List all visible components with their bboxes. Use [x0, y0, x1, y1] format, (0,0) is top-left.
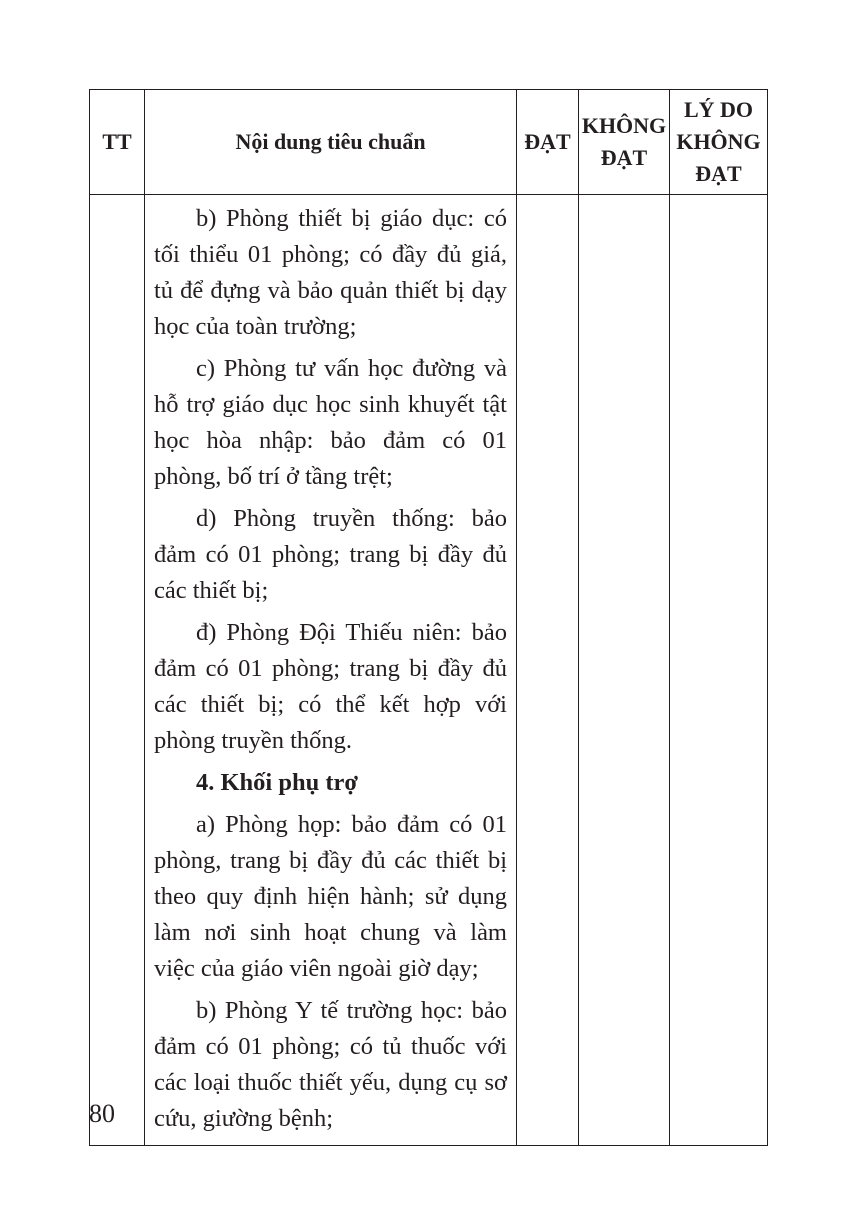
header-ly-do-line1: LÝ DO — [683, 97, 754, 122]
paragraph-tradition-room: d) Phòng truyền thống: bảo đảm có 01 phòng; trang bị đầy đủ các thiết bị; — [154, 505, 507, 604]
paragraph-youth-room: đ) Phòng Đội Thiếu niên: bảo đảm có 01 phòng; trang bị đầy đủ các thiết bị; có thể kết hợp với phòng truyền thống. — [154, 619, 507, 754]
header-tt: TT — [90, 90, 145, 195]
table-row — [90, 195, 768, 1146]
header-khong-dat-line2: ĐẠT — [600, 145, 648, 170]
header-dat: ĐẠT — [517, 90, 579, 195]
cell-dat — [517, 195, 579, 1146]
paragraph-counseling-room: c) Phòng tư vấn học đường và hỗ trợ giáo dục học sinh khuyết tật học hòa nhập: bảo đảm có 01 phòng, bố trí ở tầng trệt; — [154, 355, 507, 490]
cell-content — [145, 195, 517, 1146]
header-khong-dat — [579, 90, 670, 195]
header-khong-dat-line1: KHÔNG — [581, 113, 667, 138]
paragraph-equipment-room: b) Phòng thiết bị giáo dục: có tối thiểu 01 phòng; có đầy đủ giá, tủ để đựng và bảo quản thiết bị dạy học của toàn trường; — [154, 205, 507, 340]
section-heading-auxiliary: 4. Khối phụ trợ — [196, 769, 358, 796]
paragraph-medical-room: b) Phòng Y tế trường học: bảo đảm có 01 phòng; có tủ thuốc với các loại thuốc thiết yếu, dụng cụ sơ cứu, giường bệnh; — [154, 997, 507, 1132]
cell-khong-dat — [579, 195, 670, 1146]
header-ly-do — [670, 90, 768, 195]
cell-tt — [90, 195, 145, 1146]
cell-ly-do — [670, 195, 768, 1146]
paragraph-meeting-room: a) Phòng họp: bảo đảm có 01 phòng, trang bị đầy đủ các thiết bị theo quy định hiện hành; sử dụng làm nơi sinh hoạt chung và làm việc của giáo viên ngoài giờ dạy; — [154, 811, 507, 982]
header-ly-do-line3: ĐẠT — [695, 161, 742, 186]
criteria-table — [89, 89, 768, 1146]
table-header-row — [90, 90, 768, 195]
header-content: Nội dung tiêu chuẩn — [145, 90, 517, 195]
header-ly-do-line2: KHÔNG — [676, 129, 761, 154]
page-number: 80 — [89, 1099, 115, 1128]
